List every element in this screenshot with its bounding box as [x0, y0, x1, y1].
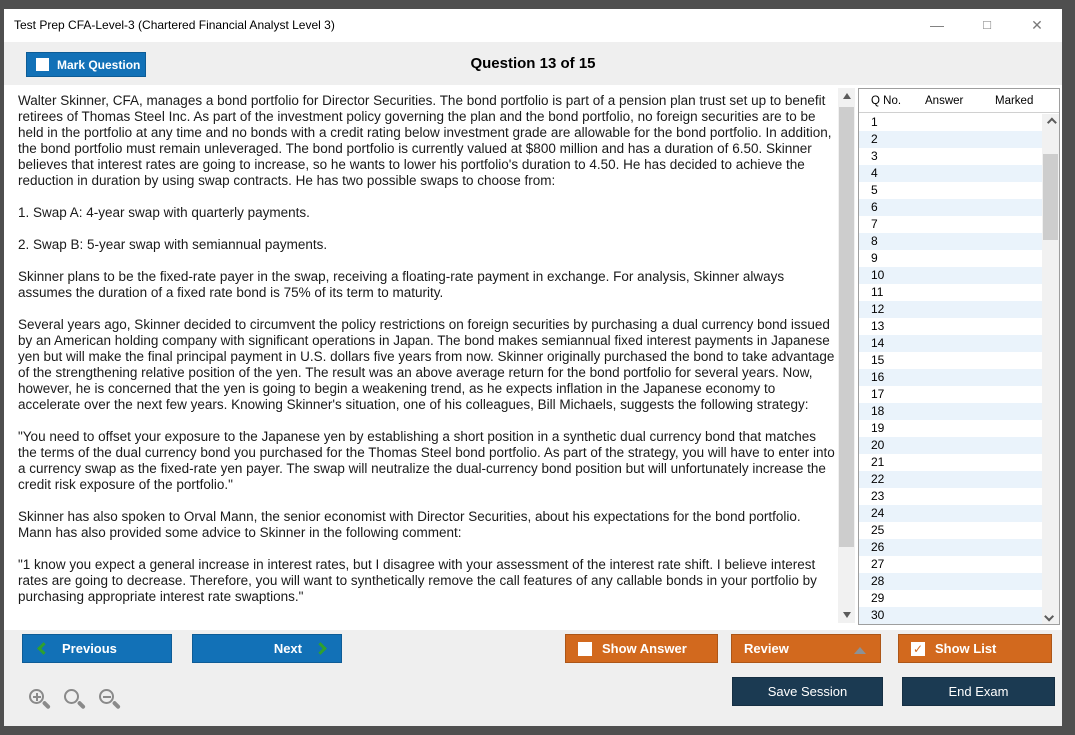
chevron-right-icon: [314, 642, 327, 655]
mark-question-checkbox[interactable]: [36, 58, 49, 71]
question-paragraph: Walter Skinner, CFA, manages a bond portfolio for Director Securities. The bond portfolio is part of a pension plan trust set up to benefit retirees of Thomas Steel Inc. As part of the investment policy governing the plan and the bond portfolio, no foreign securities are to be held in the portfolio at any time and no bonds with a credit rating below investment grade are allowable for the bond portfolio. In addition, the bond portfolio must remain unleveraged. The bond portfolio is currently valued at $800 million and has a duration of 6.50. Skinner believes that interest rates are going to increase, so he wants to lower his portfolio's duration to 4.50. He has decided to achieve the reduction in duration by using swap contracts. He has two possible swaps to choose from:: [18, 93, 832, 188]
question-list-row[interactable]: 16: [859, 369, 1043, 386]
title-bar: [4, 9, 1062, 42]
question-counter: Question 13 of 15: [470, 55, 596, 72]
column-answer: Answer: [925, 95, 964, 107]
question-paragraph: 2. Swap B: 5-year swap with semiannual payments.: [18, 237, 328, 252]
question-list-row[interactable]: 2: [859, 131, 1043, 148]
review-dropdown-button[interactable]: [731, 634, 881, 663]
zoom-out-icon[interactable]: [98, 688, 122, 712]
question-text: [18, 93, 836, 626]
show-list-button[interactable]: [898, 634, 1052, 663]
show-list-label: Show List: [935, 641, 997, 656]
question-list-row[interactable]: 5: [871, 183, 878, 197]
previous-button[interactable]: [22, 634, 172, 663]
mark-question-label: Mark Question: [57, 57, 141, 72]
question-list-row[interactable]: 26: [859, 539, 1043, 556]
question-paragraph: Skinner plans to be the fixed-rate payer in the swap, receiving a floating-rate payment in exchange. For analysis, Skinner always assumes the duration of a fixed rate bond is 75% of its term to maturity.: [18, 269, 785, 300]
question-list-scrollbar[interactable]: [1042, 114, 1059, 624]
end-exam-button[interactable]: [902, 677, 1055, 706]
scroll-up-icon[interactable]: [838, 88, 855, 104]
question-list-row[interactable]: 24: [859, 505, 1043, 522]
question-list-row[interactable]: 14: [859, 335, 1043, 352]
question-list-row[interactable]: 23: [871, 489, 885, 503]
question-list-row[interactable]: 21: [871, 455, 885, 469]
question-paragraph: "1 know you expect a general increase in interest rates, but I disagree with your assessment of the interest rate shift. I believe interest rates are going to decrease. Therefore, you will want to synthetically remove the call features of any callable bonds in your portfolio by purchasing appropriate interest rate swaptions.": [18, 557, 817, 604]
question-list-row[interactable]: 11: [871, 285, 884, 299]
save-session-label: Save Session: [767, 684, 848, 699]
question-list-row[interactable]: 22: [859, 471, 1043, 488]
question-list-row[interactable]: 9: [871, 251, 878, 265]
app-window: [4, 9, 1062, 726]
zoom-reset-icon[interactable]: [63, 688, 87, 712]
window-title: Test Prep CFA-Level-3 (Chartered Financial Analyst Level 3): [14, 18, 335, 32]
main-content: [4, 85, 1062, 630]
question-text-scrollbar[interactable]: [838, 88, 855, 623]
question-list-row[interactable]: 17: [871, 387, 885, 401]
question-list-header: [859, 89, 1059, 113]
maximize-icon[interactable]: □: [983, 17, 991, 32]
minimize-icon[interactable]: —: [930, 17, 944, 33]
question-list-row[interactable]: 8: [859, 233, 1043, 250]
question-paragraph: 1. Swap A: 4-year swap with quarterly payments.: [18, 205, 310, 220]
previous-label: Previous: [62, 641, 117, 656]
show-answer-label: Show Answer: [602, 641, 687, 656]
show-answer-checkbox[interactable]: [578, 642, 592, 656]
question-list: [859, 114, 1043, 624]
question-list-row[interactable]: 27: [871, 557, 885, 571]
question-list-row[interactable]: 30: [859, 607, 1043, 624]
end-exam-label: End Exam: [948, 684, 1009, 699]
question-list-row[interactable]: 29: [871, 591, 885, 605]
scroll-down-icon[interactable]: [838, 607, 855, 623]
question-list-panel: [858, 88, 1060, 625]
header-bar: [4, 42, 1062, 85]
question-list-row[interactable]: 1: [871, 115, 878, 129]
question-list-row[interactable]: 20: [859, 437, 1043, 454]
list-scroll-down-icon[interactable]: [1042, 608, 1059, 624]
close-icon[interactable]: ✕: [1031, 17, 1043, 33]
question-paragraph: Skinner has also spoken to Orval Mann, the senior economist with Director Securities, about his expectations for the bond portfolio. Mann has also provided some advice to Skinner in the following comment:: [18, 509, 801, 540]
show-answer-button[interactable]: [565, 634, 718, 663]
save-session-button[interactable]: [732, 677, 883, 706]
question-list-row[interactable]: 19: [871, 421, 885, 435]
triangle-up-icon: [854, 647, 866, 654]
question-list-row[interactable]: 12: [859, 301, 1043, 318]
review-label: Review: [744, 641, 789, 656]
question-list-row[interactable]: 18: [859, 403, 1043, 420]
chevron-left-icon: [37, 642, 50, 655]
column-marked: Marked: [995, 95, 1034, 107]
question-list-row[interactable]: 15: [871, 353, 885, 367]
zoom-in-icon[interactable]: [28, 688, 52, 712]
zoom-controls: [28, 688, 122, 712]
show-list-checkbox[interactable]: ✓: [912, 641, 924, 656]
footer-bar: [4, 630, 1062, 726]
question-list-row[interactable]: 6: [859, 199, 1043, 216]
column-qno: Q No.: [871, 95, 902, 107]
mark-question-button[interactable]: [26, 52, 146, 77]
question-list-row[interactable]: 25: [871, 523, 885, 537]
question-list-row[interactable]: 4: [859, 165, 1043, 182]
question-list-row[interactable]: 7: [871, 217, 878, 231]
question-list-row[interactable]: 10: [859, 267, 1043, 284]
next-label: Next: [273, 641, 302, 656]
list-scrollbar-thumb[interactable]: [1043, 154, 1058, 240]
list-scroll-up-icon[interactable]: [1042, 114, 1059, 130]
next-button[interactable]: [192, 634, 342, 663]
question-paragraph: Several years ago, Skinner decided to circumvent the policy restrictions on foreign securities by purchasing a dual currency bond issued by an American holding company with significant operations in Japan. The bond makes semiannual fixed interest payments in Japanese yen but will make the final principal payment in U.S. dollars five years from now. Skinner originally purchased the bond to take advantage of the strengthening relative position of the yen. The result was an above average return for the bond portfolio for several years. Now, however, he is concerned that the yen is going to begin a weakening trend, as he expects inflation in the Japanese economy to accelerate over the next few years. Knowing Skinner's situation, one of his colleagues, Bill Michaels, suggests the following strategy:: [18, 317, 835, 412]
scrollbar-thumb[interactable]: [839, 107, 854, 547]
question-paragraph: "You need to offset your exposure to the Japanese yen by establishing a short position in a synthetic dual currency bond that matches the terms of the dual currency bond you purchased for the Thomas Steel bond portfolio. As part of the strategy, you will have to enter into a currency swap as the fixed-rate yen payer. The swap will neutralize the dual-currency bond position but will unfortunately increase the credit risk exposure of the portfolio.": [18, 429, 835, 492]
question-list-row[interactable]: 13: [871, 319, 885, 333]
question-list-row[interactable]: 3: [871, 149, 878, 163]
question-list-row[interactable]: 28: [859, 573, 1043, 590]
